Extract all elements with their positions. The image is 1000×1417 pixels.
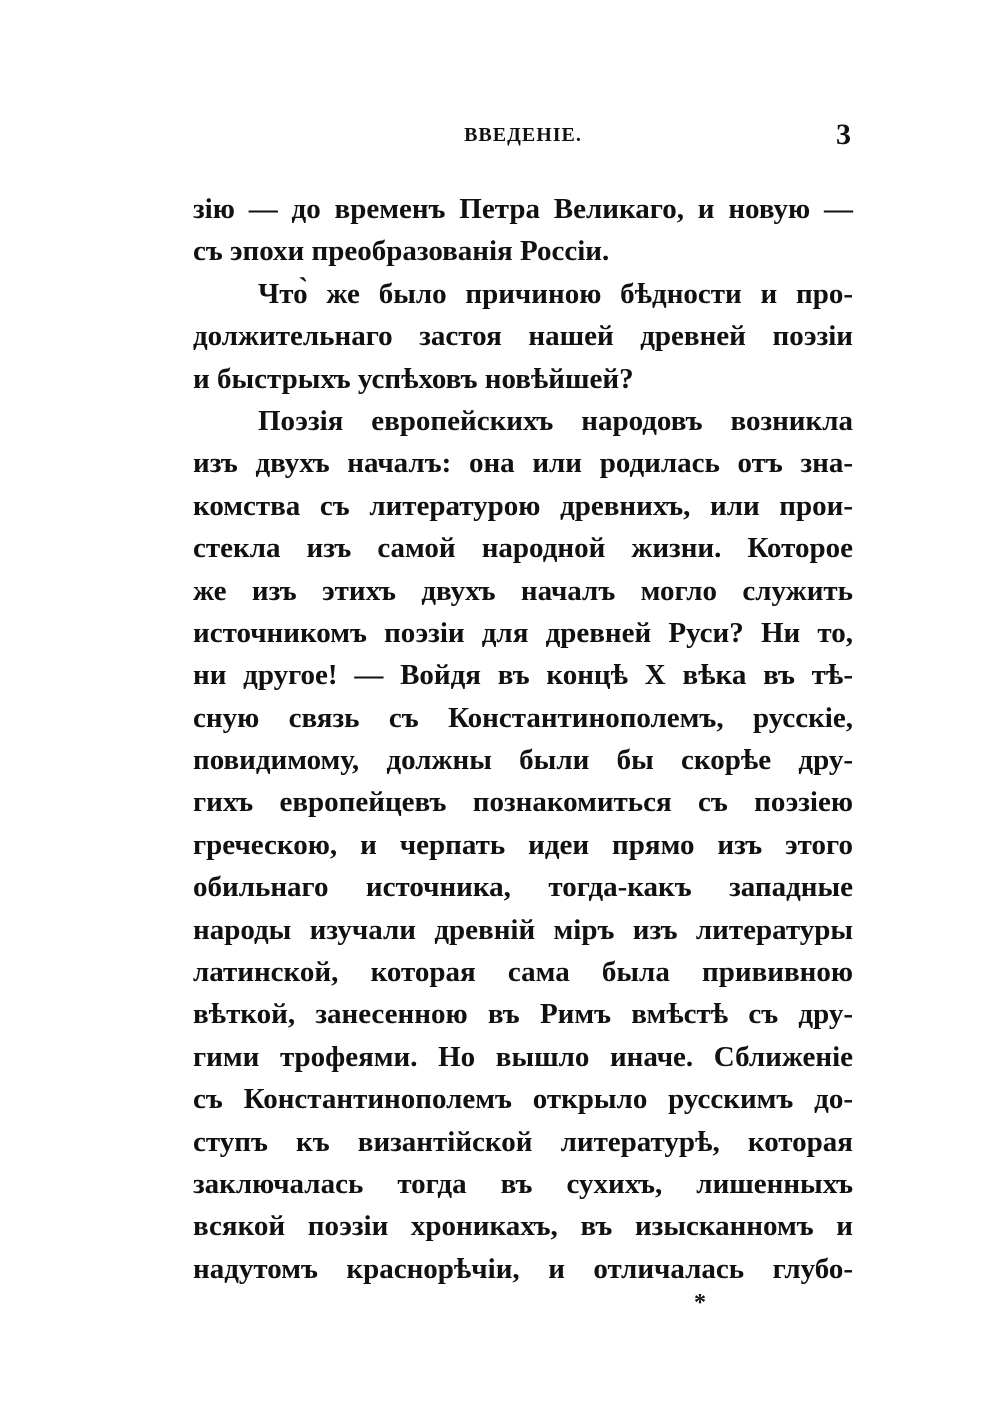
paragraph-start-line: Поэзія европейскихъ народовъ возникла <box>258 404 853 437</box>
signature-mark: * <box>694 1290 706 1316</box>
text-line: сную связь съ Константинополемъ, русскіе, <box>193 701 853 734</box>
text-line: повидимому, должны были бы скорѣе дру- <box>193 744 853 777</box>
text-line: и быстрыхъ успѣховъ новѣйшей? <box>193 362 634 395</box>
text-line: ни другое! — Войдя въ концѣ X вѣка въ тѣ- <box>193 659 853 692</box>
text-line: должительнаго застоя нашей древней поэзіи <box>193 320 853 353</box>
text-line: всякой поэзіи хроникахъ, въ изысканномъ и <box>193 1210 853 1243</box>
text-line: зію — до временъ Петра Великаго, и новую — <box>193 193 853 225</box>
text-line: латинской, которая сама была прививною <box>193 956 853 989</box>
text-line: гими трофеями. Но вышло иначе. Сближеніе <box>193 1040 853 1073</box>
text-line: обильнаго источника, тогда-какъ западные <box>193 871 853 904</box>
text-line: изъ двухъ началъ: она или родилась отъ зна- <box>193 447 853 480</box>
body-text <box>193 188 853 1290</box>
page-number: 3 <box>836 118 851 151</box>
text-line: комства съ литературою древнихъ, или прои- <box>193 489 853 522</box>
text-line: греческою, и черпать идеи прямо изъ этого <box>193 828 853 861</box>
text-line: стекла изъ самой народной жизни. Которое <box>193 532 853 565</box>
text-line: вѣткой, занесенною въ Римъ вмѣстѣ съ дру- <box>193 998 853 1031</box>
paragraph-start-line: Что̀ же было причиною бѣдности и про- <box>258 277 853 310</box>
text-line: же изъ этихъ двухъ началъ могло служить <box>193 574 853 607</box>
running-title: ВВЕДЕНІЕ. <box>464 124 582 146</box>
text-line: ступъ къ византійской литературѣ, которая <box>193 1125 853 1158</box>
text-line: съ эпохи преобразованія Россіи. <box>193 235 610 268</box>
text-line: народы изучали древній міръ изъ литературы <box>193 913 853 946</box>
text-line: надутомъ краснорѣчіи, и отличалась глубо- <box>193 1252 853 1285</box>
page-header <box>193 118 853 158</box>
text-line: источникомъ поэзіи для древней Руси? Ни то, <box>193 616 853 649</box>
text-line: гихъ европейцевъ познакомиться съ поэзіею <box>193 786 853 819</box>
text-line: заключалась тогда въ сухихъ, лишенныхъ <box>193 1167 853 1200</box>
text-line: съ Константинополемъ открыло русскимъ до- <box>193 1083 853 1116</box>
